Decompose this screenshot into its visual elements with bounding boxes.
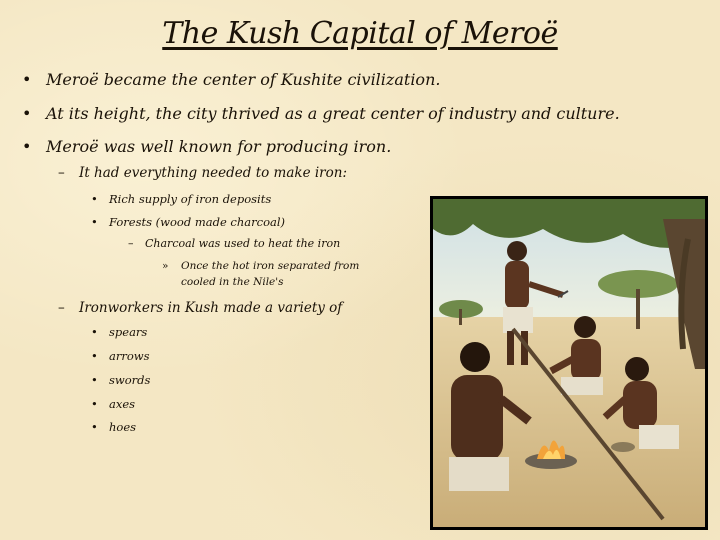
bullet-marker: • bbox=[22, 137, 32, 156]
bullet-marker: • bbox=[91, 192, 98, 206]
sub-bullet-everything-needed: It had everything needed to make iron: bbox=[79, 165, 348, 181]
ironworkers-illustration bbox=[430, 196, 708, 530]
bullet-center-of-civilization: Meroë became the center of Kushite civilization. bbox=[46, 70, 441, 89]
dash-marker: – bbox=[58, 300, 65, 316]
item-iron-deposits: Rich supply of iron deposits bbox=[109, 192, 272, 206]
bullet-marker: • bbox=[22, 104, 32, 123]
bullet-producing-iron: Meroë was well known for producing iron. bbox=[46, 137, 392, 156]
bullet-marker: • bbox=[22, 70, 32, 89]
iron-note-line-1: Once the hot iron separated from bbox=[181, 260, 360, 272]
bullet-marker: • bbox=[91, 420, 98, 434]
bullet-marker: • bbox=[91, 325, 98, 339]
bullet-marker: • bbox=[91, 397, 98, 411]
bullet-marker: • bbox=[91, 215, 98, 229]
ironworkers-scene bbox=[433, 199, 705, 527]
dash-marker: – bbox=[58, 165, 65, 181]
bullet-industry-and-culture: At its height, the city thrived as a great center of industry and culture. bbox=[46, 104, 620, 123]
iron-note-line-2: cooled in the Nile's bbox=[181, 276, 284, 288]
item-arrows: arrows bbox=[109, 349, 150, 363]
item-spears: spears bbox=[109, 325, 148, 339]
item-hoes: hoes bbox=[109, 420, 137, 434]
bullet-marker: • bbox=[91, 349, 98, 363]
bullet-marker: • bbox=[91, 373, 98, 387]
chevron-marker: » bbox=[162, 260, 169, 272]
charcoal-note: Charcoal was used to heat the iron bbox=[145, 237, 341, 250]
slide-title: The Kush Capital of Meroë bbox=[162, 16, 558, 51]
item-axes: axes bbox=[109, 397, 136, 411]
item-swords: swords bbox=[109, 373, 151, 387]
dash-marker: – bbox=[128, 237, 134, 250]
item-forests: Forests (wood made charcoal) bbox=[109, 215, 286, 229]
sub-bullet-ironworkers: Ironworkers in Kush made a variety of bbox=[79, 300, 343, 316]
